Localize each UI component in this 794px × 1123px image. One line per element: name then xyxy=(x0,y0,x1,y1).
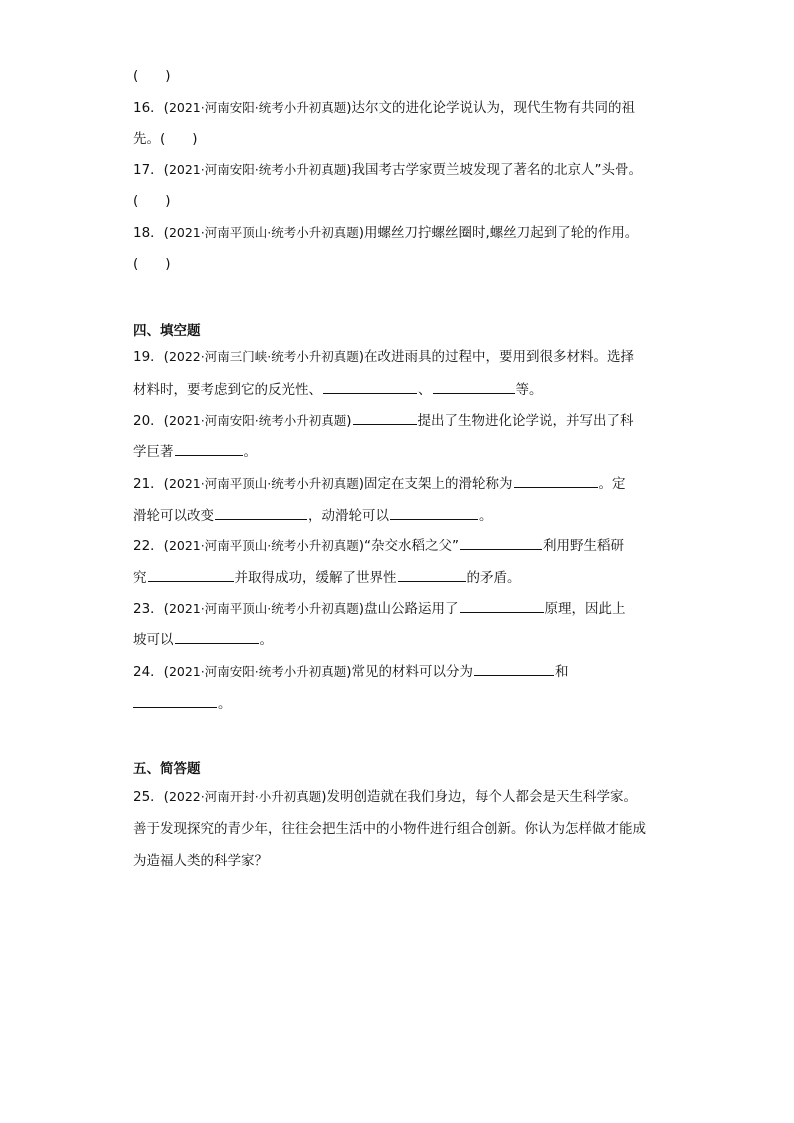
answer-blank[interactable] xyxy=(460,536,542,550)
text: 材料时，要考虑到它的反光性、 xyxy=(133,382,322,398)
text: 。 xyxy=(243,444,257,460)
answer-blank[interactable] xyxy=(215,506,307,520)
text: 利用野生稻研 xyxy=(542,538,624,554)
answer-blank[interactable] xyxy=(175,442,243,456)
question-24-cont xyxy=(133,694,694,713)
text: 。 xyxy=(218,696,232,712)
text: 先。( ) xyxy=(133,131,198,147)
answer-blank[interactable] xyxy=(474,662,554,676)
source-label: 2021·河南平顶山·统考小升初真题 xyxy=(168,476,359,491)
question-19 xyxy=(133,348,694,366)
text: 16．( xyxy=(133,100,169,116)
text: )“杂交水稻之父” xyxy=(358,538,459,554)
answer-paren xyxy=(133,192,694,210)
text: 。定 xyxy=(598,476,626,492)
text: 滑轮可以改变 xyxy=(133,508,214,524)
answer-blank[interactable] xyxy=(398,568,466,582)
text: ( ) xyxy=(133,256,171,272)
question-25-cont xyxy=(133,820,694,838)
question-22-cont xyxy=(133,568,694,587)
question-23 xyxy=(133,599,694,618)
text: 究 xyxy=(133,570,147,586)
text: 20．( xyxy=(133,413,169,429)
source-label: 2021·河南安阳·统考小升初真题 xyxy=(168,100,347,115)
source-label: 2021·河南安阳·统考小升初真题 xyxy=(168,413,347,428)
text: 、 xyxy=(418,382,432,398)
answer-blank[interactable] xyxy=(433,380,515,394)
answer-blank[interactable] xyxy=(133,694,217,708)
question-25 xyxy=(133,788,694,806)
text: 等。 xyxy=(515,382,543,398)
text: 为造福人类的科学家？ xyxy=(133,853,268,869)
source-label: 2022·河南开封·小升初真题 xyxy=(168,789,322,804)
text: )达尔文的进化论学说认为，现代生物有共同的祖 xyxy=(346,100,635,116)
text: ( ) xyxy=(133,68,171,84)
source-label: 2021·河南安阳·统考小升初真题 xyxy=(168,162,347,177)
section-heading-short-answer: 五、简答题 xyxy=(133,761,201,777)
question-18 xyxy=(133,224,694,242)
question-25-cont xyxy=(133,852,694,870)
text: 25．( xyxy=(133,789,169,805)
source-label: 2021·河南平顶山·统考小升初真题 xyxy=(168,601,359,616)
answer-blank[interactable] xyxy=(353,411,417,425)
text: 24．( xyxy=(133,664,169,680)
question-17 xyxy=(133,161,694,179)
text: 。 xyxy=(479,508,493,524)
answer-paren xyxy=(133,67,694,85)
text: 21．( xyxy=(133,476,169,492)
text: 并取得成功，缓解了世界性 xyxy=(234,570,397,586)
question-20-cont xyxy=(133,442,694,461)
text: ( ) xyxy=(133,193,171,209)
text: 的矛盾。 xyxy=(466,570,521,586)
question-21-cont xyxy=(133,506,694,525)
text: 18．( xyxy=(133,225,169,241)
question-20 xyxy=(133,411,694,430)
text: )固定在支架上的滑轮称为 xyxy=(358,476,513,492)
text: 坡可以 xyxy=(133,632,174,648)
text: )在改进雨具的过程中，要用到很多材料。选择 xyxy=(358,349,634,365)
source-label: 2022·河南三门峡·统考小升初真题 xyxy=(168,349,359,364)
text: )盘山公路运用了 xyxy=(358,601,459,617)
text: )发明创造就在我们身边，每个人都会是天生科学家。 xyxy=(321,789,637,805)
answer-blank[interactable] xyxy=(175,630,259,644)
source-label: 2021·河南安阳·统考小升初真题 xyxy=(168,664,347,679)
source-label: 2021·河南平顶山·统考小升初真题 xyxy=(168,225,359,240)
text: 和 xyxy=(555,664,569,680)
source-label: 2021·河南平顶山·统考小升初真题 xyxy=(168,538,359,553)
section-heading-fill-blank: 四、填空题 xyxy=(133,323,201,339)
answer-paren xyxy=(133,255,694,273)
answer-blank[interactable] xyxy=(514,474,598,488)
text: )我国考古学家贾兰坡发现了著名的北京人”头骨。 xyxy=(346,162,642,178)
text: 23．( xyxy=(133,601,169,617)
text: 学巨著 xyxy=(133,444,174,460)
answer-blank[interactable] xyxy=(460,599,544,613)
question-19-cont xyxy=(133,380,694,399)
text: ，动滑轮可以 xyxy=(308,508,389,524)
question-23-cont xyxy=(133,630,694,649)
question-16 xyxy=(133,99,694,117)
text: 善于发现探究的青少年，往往会把生活中的小物件进行组合创新。你认为怎样做才能成 xyxy=(133,821,646,837)
text: 原理，因此上 xyxy=(544,601,626,617)
text: 。 xyxy=(259,632,273,648)
text: ) xyxy=(346,413,352,429)
question-22 xyxy=(133,536,694,555)
question-16-cont xyxy=(133,130,694,148)
question-21 xyxy=(133,474,694,493)
text: )用螺丝刀拧螺丝圈时,螺丝刀起到了轮的作用。 xyxy=(358,225,639,241)
answer-blank[interactable] xyxy=(390,506,478,520)
answer-blank[interactable] xyxy=(148,568,234,582)
text: )常见的材料可以分为 xyxy=(346,664,473,680)
text: 19．( xyxy=(133,349,169,365)
text: 提出了生物进化论学说，并写出了科 xyxy=(417,413,634,429)
text: 17．( xyxy=(133,162,169,178)
answer-blank[interactable] xyxy=(323,380,417,394)
text: 22．( xyxy=(133,538,169,554)
question-24 xyxy=(133,662,694,681)
